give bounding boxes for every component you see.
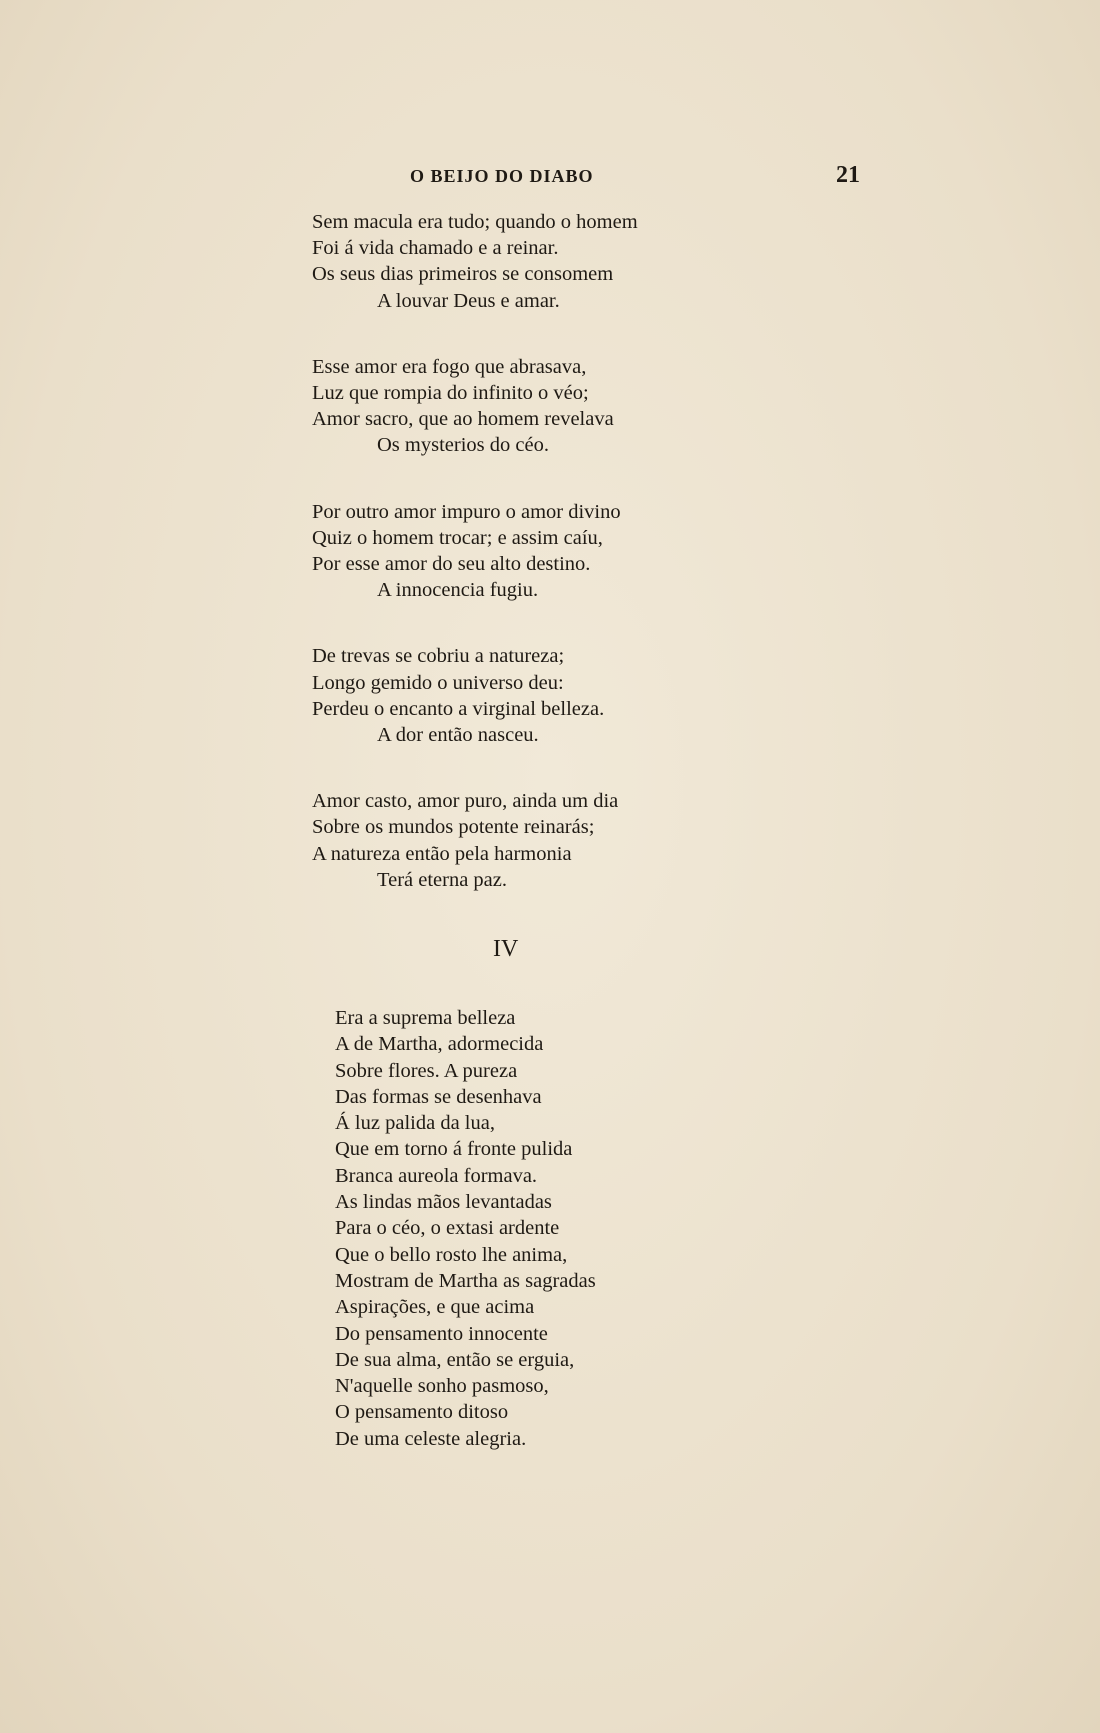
verse-line: Do pensamento innocente — [335, 1322, 548, 1345]
verse-line: Os seus dias primeiros se consomem — [312, 263, 614, 286]
verse-line: Branca aureola formava. — [335, 1164, 538, 1187]
verse-line: A de Martha, adormecida — [335, 1033, 544, 1056]
stanza — [312, 209, 638, 314]
verse-line: Que em torno á fronte pulida — [335, 1138, 573, 1161]
verse-line-indented: A dor então nasceu. — [377, 724, 539, 747]
verse-line: Por outro amor impuro o amor divino — [312, 500, 621, 523]
verse-line: Aspirações, e que acima — [335, 1296, 535, 1319]
page-number: 21 — [836, 162, 860, 188]
running-header-title: O BEIJO DO DIABO — [410, 166, 594, 186]
verse-line: Amor casto, amor puro, ainda um dia — [312, 790, 619, 813]
verse-line: De trevas se cobriu a natureza; — [312, 645, 565, 668]
verse-line: A natureza então pela harmonia — [312, 842, 572, 865]
verse-line-indented: A innocencia fugiu. — [377, 579, 539, 602]
verse-line: Que o bello rosto lhe anima, — [335, 1243, 568, 1266]
verse-line: As lindas mãos levantadas — [335, 1191, 552, 1214]
section-number: IV — [493, 936, 519, 962]
verse-line-indented: Os mysterios do céo. — [377, 434, 549, 457]
verse-line: Das formas se desenhava — [335, 1085, 542, 1108]
verse-line: N'aquelle sonho pasmoso, — [335, 1375, 549, 1398]
verse-line: Por esse amor do seu alto destino. — [312, 553, 591, 576]
verse-line: De uma celeste alegria. — [335, 1427, 527, 1450]
section-verses — [335, 1005, 596, 1452]
verse-line: Longo gemido o universo deu: — [312, 671, 564, 694]
poem-stanzas — [312, 209, 638, 933]
stanza — [312, 499, 638, 604]
verse-line: Para o céo, o extasi ardente — [335, 1217, 560, 1240]
verse-line-indented: A louvar Deus e amar. — [377, 289, 560, 312]
verse-line: Luz que rompia do infinito o véo; — [312, 382, 589, 405]
verse-line: Sobre flores. A pureza — [335, 1059, 518, 1082]
verse-line: Esse amor era fogo que abrasava, — [312, 355, 587, 378]
verse-line: Sobre os mundos potente reinarás; — [312, 816, 595, 839]
verse-line: Á luz palida da lua, — [335, 1112, 495, 1135]
verse-line: Sem macula era tudo; quando o homem — [312, 211, 638, 233]
verse-line: Mostram de Martha as sagradas — [335, 1269, 596, 1292]
stanza — [312, 643, 638, 748]
verse-line: Era a suprema belleza — [335, 1007, 516, 1029]
stanza — [312, 788, 638, 893]
verse-line: Foi á vida chamado e a reinar. — [312, 237, 559, 260]
verse-line: De sua alma, então se erguia, — [335, 1348, 575, 1371]
verse-line: Perdeu o encanto a virginal belleza. — [312, 697, 605, 720]
stanza — [312, 354, 638, 459]
verse-line: Quiz o homem trocar; e assim caíu, — [312, 526, 603, 549]
verse-line: O pensamento ditoso — [335, 1401, 509, 1424]
verse-line: Amor sacro, que ao homem revelava — [312, 408, 614, 431]
verse-line-indented: Terá eterna paz. — [377, 868, 508, 891]
